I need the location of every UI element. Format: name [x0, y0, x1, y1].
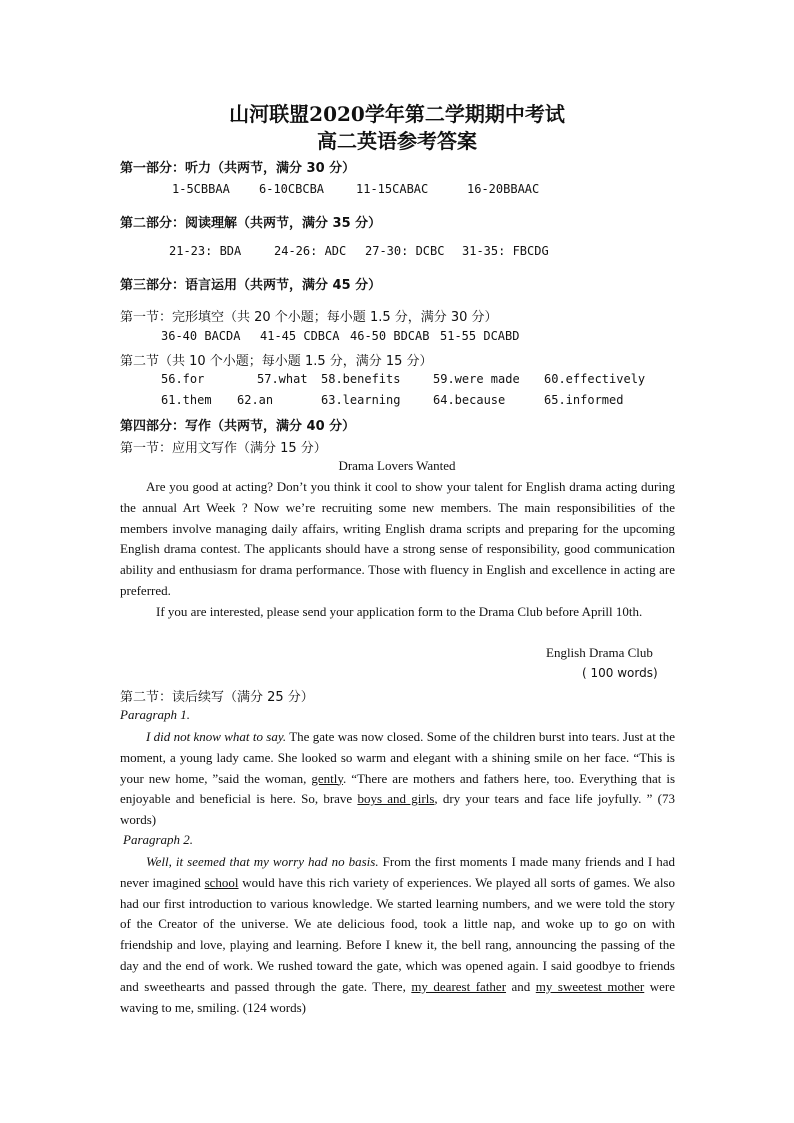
notice-paragraph-1: Are you good at acting? Don’t you think it cool to show your talent for English drama acting during the annual Art Week ? Now we’re recruiting some new members. The main responsibilities of the members involve managing daily affairs, writing English drama scripts and preparing for the upcoming English drama contest. The applicants should have a strong sense of responsibility, good communication ability and enthusiasm for drama performance. Those with fluency in English and excellence in acting are preferred.: [120, 479, 675, 598]
grammar-answer: 59.were made: [433, 372, 520, 386]
grammar-answer: 61.them: [161, 393, 212, 407]
grammar-answer: 56.for: [161, 372, 205, 386]
part2-answer-1: 21-23: BDA: [169, 244, 242, 258]
p2-underlined: my dearest father: [411, 978, 507, 994]
p2-text: From the first moments I made many friends and I had never imagined: [120, 854, 675, 890]
paragraph1-label: Paragraph 1.: [120, 707, 191, 722]
p1-text: , dry your tears and face life joyfully. ” (73 words): [120, 791, 675, 828]
part3-heading: 第三部分：语言运用（共两节，满分 45 分）: [120, 278, 382, 293]
grammar-answer: 65.informed: [544, 393, 624, 407]
page-subtitle: 高二英语参考答案: [317, 129, 477, 153]
paragraph2-label: Paragraph 2.: [123, 832, 194, 847]
p2-underlined: my sweetest mother: [535, 978, 645, 994]
p2-text: and: [506, 978, 536, 994]
part3-s1-answer-2: 41-45 CDBCA: [260, 329, 340, 343]
page-title: 山河联盟2020学年第二学期期中考试: [229, 102, 565, 126]
notice-word-count: ( 100 words): [582, 666, 658, 680]
part2-answer-2: 24-26: ADC: [274, 244, 347, 258]
notice-paragraph-2: If you are interested, please send your application form to the Drama Club before Aprill 10th.: [156, 603, 643, 619]
part1-answer-3: 11-15CABAC: [356, 182, 429, 196]
part4-heading: 第四部分：写作（共两节，满分 40 分）: [120, 419, 356, 434]
p2-lead-sentence: Well, it seemed that my worry had no basis.: [146, 854, 379, 869]
p1-text: The gate was now closed. Some of the children burst into tears. Just at the moment, a young lady came. She looked so warm and elegant with a shining smile on her face. “This is your new home, ”said the woman,: [120, 729, 676, 786]
notice-signature: English Drama Club: [546, 645, 653, 660]
part3-s1-answer-1: 36-40 BACDA: [161, 329, 241, 343]
notice-body: [120, 477, 675, 623]
grammar-answer: 63.learning: [321, 393, 401, 407]
p1-underlined: gently: [311, 770, 344, 786]
continuation-paragraph-2: [120, 852, 675, 1018]
part2-answer-4: 31-35: FBCDG: [462, 244, 549, 258]
essay-title: Drama Lovers Wanted: [338, 458, 456, 473]
part4-section2-heading: 第二节：读后续写（满分 25 分）: [120, 690, 314, 705]
part1-answer-4: 16-20BBAAC: [467, 182, 540, 196]
part3-s1-answer-3: 46-50 BDCAB: [350, 329, 430, 343]
part2-answer-3: 27-30: DCBC: [365, 244, 445, 258]
p2-text: were waving to me, smiling. (124 words): [120, 978, 675, 1015]
p2-text: would have this rich variety of experiences. We played all sorts of games. We also had our first introduction to various knowledge. We started learning numbers, and we were told the story of the Creator of the universe. We ate delicious food, took a little nap, and woke up to go on with friendship and love, playing and learning. Before I knew it, the bell rang, announcing the passing of the day and the end of work. We rushed toward the gate, which was opened again. I said goodbye to friends and sweethearts and passed through the gate. There,: [120, 874, 675, 994]
p2-underlined: school: [204, 874, 239, 890]
continuation-paragraph-1: [120, 727, 675, 831]
p1-text: . “There are mothers and fathers here, too. Everything that is enjoyable and beneficial is here. So, brave: [120, 770, 676, 807]
part3-section2-heading: 第二节（共 10 个小题；每小题 1.5 分，满分 15 分）: [120, 354, 433, 369]
part3-s1-answer-4: 51-55 DCABD: [440, 329, 520, 343]
part1-heading: 第一部分：听力（共两节，满分 30 分）: [120, 161, 356, 176]
part1-answer-1: 1-5CBBAA: [172, 182, 230, 196]
part4-section1-heading: 第一节：应用文写作（满分 15 分）: [120, 441, 327, 456]
grammar-answer: 57.what: [257, 372, 308, 386]
part3-section1-heading: 第一节：完形填空（共 20 个小题；每小题 1.5 分，满分 30 分）: [120, 310, 498, 325]
grammar-answer: 64.because: [433, 393, 506, 407]
p1-lead-sentence: I did not know what to say.: [146, 729, 287, 744]
p1-underlined: boys and girls: [357, 791, 435, 807]
grammar-answer: 58.benefits: [321, 372, 401, 386]
part1-answer-2: 6-10CBCBA: [259, 182, 325, 196]
part2-heading: 第二部分：阅读理解（共两节，满分 35 分）: [120, 216, 382, 231]
grammar-answer: 62.an: [237, 393, 274, 407]
grammar-answer: 60.effectively: [544, 372, 646, 386]
